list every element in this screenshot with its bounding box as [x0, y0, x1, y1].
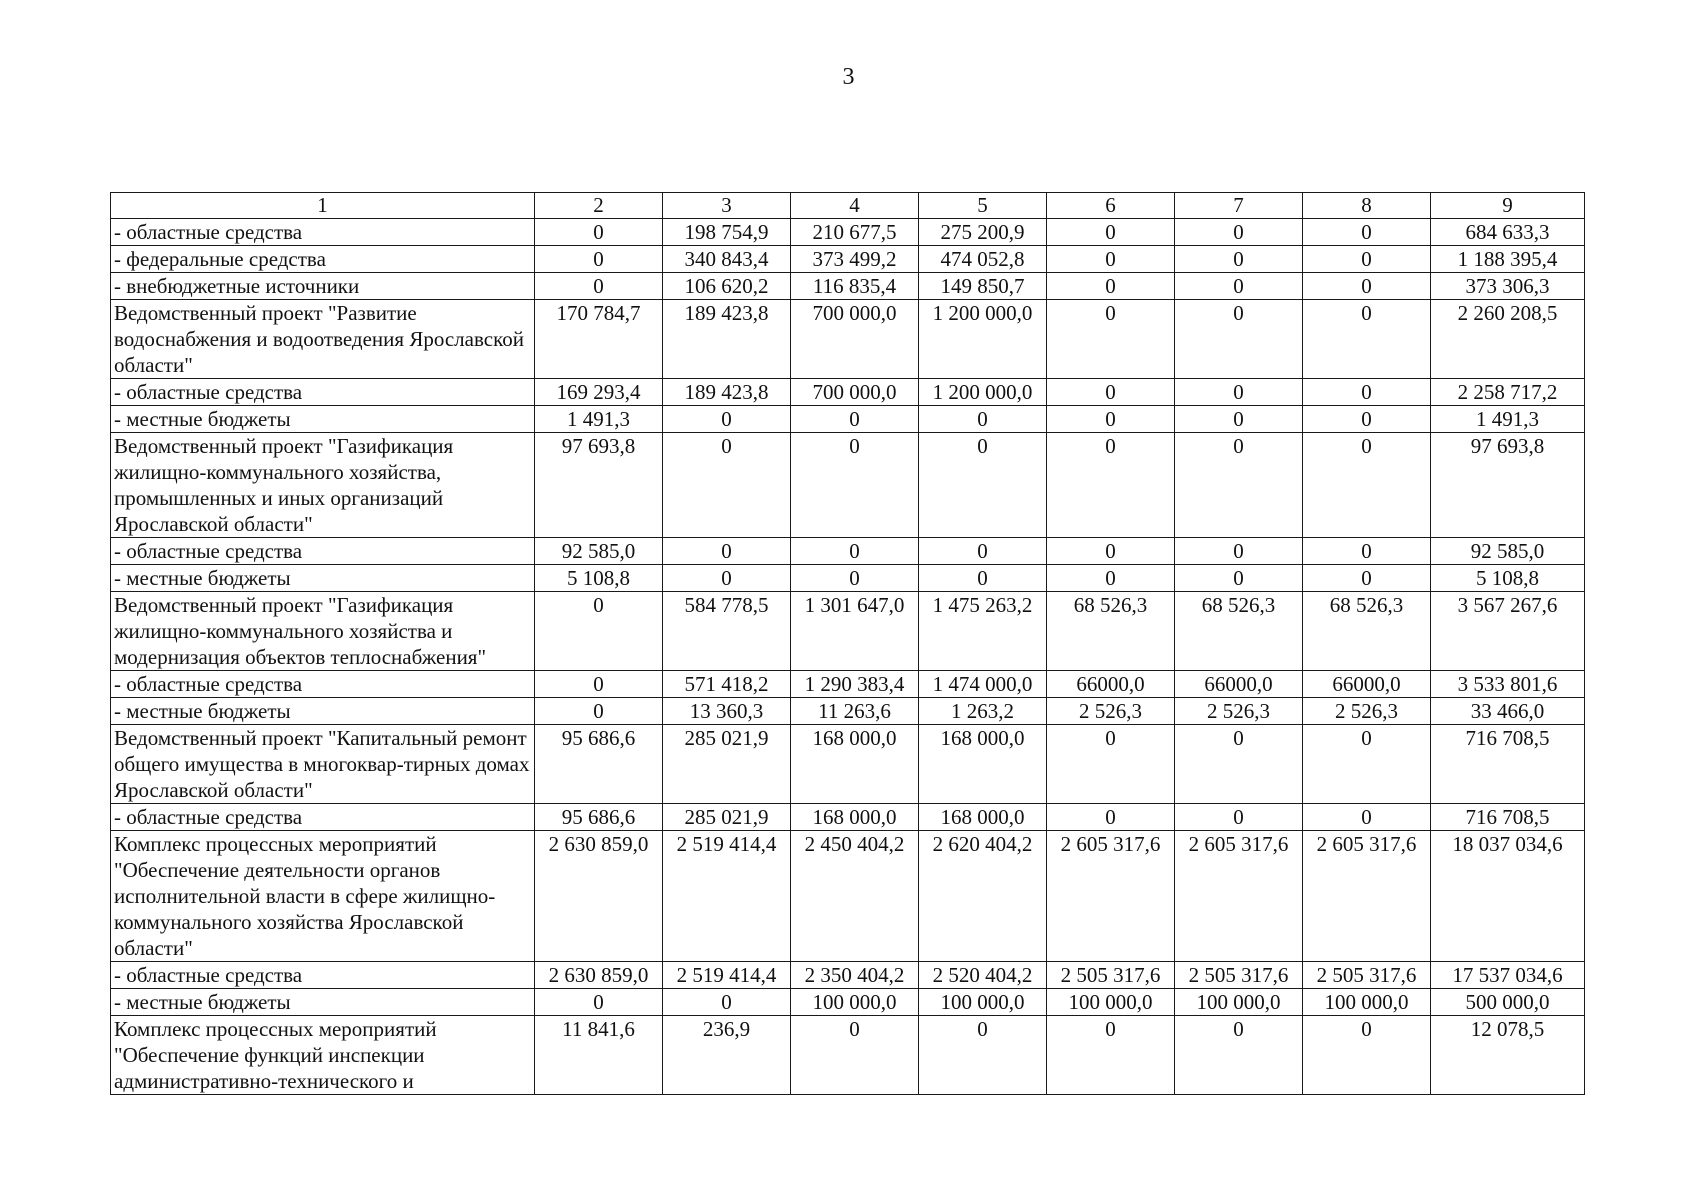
- row-label-cell: - местные бюджеты: [111, 989, 535, 1016]
- value-cell-col-9: 2 260 208,5: [1431, 300, 1585, 379]
- value-cell-col-2: 2 630 859,0: [535, 831, 663, 962]
- column-header-6: 6: [1047, 193, 1175, 219]
- table-body: [111, 219, 1585, 1095]
- value-cell-col-2: 2 630 859,0: [535, 962, 663, 989]
- row-label-cell: - областные средства: [111, 538, 535, 565]
- value-cell-col-7: 66000,0: [1175, 671, 1303, 698]
- row-label-cell: - областные средства: [111, 962, 535, 989]
- value-cell-col-7: 0: [1175, 273, 1303, 300]
- value-cell-col-7: 0: [1175, 246, 1303, 273]
- value-cell-col-5: 1 263,2: [919, 698, 1047, 725]
- value-cell-col-7: 0: [1175, 433, 1303, 538]
- value-cell-col-9: 3 533 801,6: [1431, 671, 1585, 698]
- value-cell-col-6: 0: [1047, 379, 1175, 406]
- column-header-3: 3: [663, 193, 791, 219]
- value-cell-col-9: 684 633,3: [1431, 219, 1585, 246]
- value-cell-col-9: 18 037 034,6: [1431, 831, 1585, 962]
- value-cell-col-9: 97 693,8: [1431, 433, 1585, 538]
- funding-source-row: [111, 538, 1585, 565]
- value-cell-col-2: 11 841,6: [535, 1016, 663, 1095]
- value-cell-col-4: 2 450 404,2: [791, 831, 919, 962]
- value-cell-col-4: 11 263,6: [791, 698, 919, 725]
- funding-source-row: [111, 219, 1585, 246]
- project-row: [111, 725, 1585, 804]
- value-cell-col-3: 2 519 414,4: [663, 831, 791, 962]
- value-cell-col-7: 0: [1175, 300, 1303, 379]
- value-cell-col-7: 2 605 317,6: [1175, 831, 1303, 962]
- value-cell-col-7: 68 526,3: [1175, 592, 1303, 671]
- row-label-cell: Комплекс процессных мероприятий "Обеспечение функций инспекции административно-технического и: [111, 1016, 535, 1095]
- value-cell-col-7: 0: [1175, 379, 1303, 406]
- column-header-8: 8: [1303, 193, 1431, 219]
- value-cell-col-6: 0: [1047, 246, 1175, 273]
- value-cell-col-5: 1 200 000,0: [919, 300, 1047, 379]
- value-cell-col-6: 2 605 317,6: [1047, 831, 1175, 962]
- value-cell-col-3: 0: [663, 565, 791, 592]
- value-cell-col-8: 0: [1303, 273, 1431, 300]
- funding-source-row: [111, 565, 1585, 592]
- value-cell-col-4: 210 677,5: [791, 219, 919, 246]
- value-cell-col-6: 100 000,0: [1047, 989, 1175, 1016]
- value-cell-col-3: 189 423,8: [663, 300, 791, 379]
- value-cell-col-5: 1 200 000,0: [919, 379, 1047, 406]
- value-cell-col-3: 0: [663, 989, 791, 1016]
- budget-table: [110, 192, 1585, 1095]
- value-cell-col-4: 373 499,2: [791, 246, 919, 273]
- value-cell-col-6: 0: [1047, 725, 1175, 804]
- column-header-4: 4: [791, 193, 919, 219]
- value-cell-col-3: 106 620,2: [663, 273, 791, 300]
- value-cell-col-9: 716 708,5: [1431, 804, 1585, 831]
- row-label-cell: - федеральные средства: [111, 246, 535, 273]
- value-cell-col-5: 0: [919, 406, 1047, 433]
- value-cell-col-9: 17 537 034,6: [1431, 962, 1585, 989]
- value-cell-col-3: 0: [663, 538, 791, 565]
- value-cell-col-2: 169 293,4: [535, 379, 663, 406]
- value-cell-col-3: 0: [663, 406, 791, 433]
- value-cell-col-6: 2 526,3: [1047, 698, 1175, 725]
- value-cell-col-9: 12 078,5: [1431, 1016, 1585, 1095]
- value-cell-col-2: 0: [535, 219, 663, 246]
- funding-source-row: [111, 989, 1585, 1016]
- value-cell-col-8: 100 000,0: [1303, 989, 1431, 1016]
- value-cell-col-6: 0: [1047, 300, 1175, 379]
- funding-source-row: [111, 962, 1585, 989]
- value-cell-col-6: 0: [1047, 804, 1175, 831]
- value-cell-col-5: 168 000,0: [919, 725, 1047, 804]
- value-cell-col-3: 13 360,3: [663, 698, 791, 725]
- value-cell-col-7: 0: [1175, 406, 1303, 433]
- value-cell-col-5: 1 474 000,0: [919, 671, 1047, 698]
- value-cell-col-2: 170 784,7: [535, 300, 663, 379]
- value-cell-col-7: 0: [1175, 1016, 1303, 1095]
- value-cell-col-2: 0: [535, 698, 663, 725]
- row-label-cell: Ведомственный проект "Капитальный ремонт общего имущества в многоквар-тирных домах Ярославской области": [111, 725, 535, 804]
- value-cell-col-8: 0: [1303, 725, 1431, 804]
- value-cell-col-6: 0: [1047, 219, 1175, 246]
- value-cell-col-2: 95 686,6: [535, 804, 663, 831]
- value-cell-col-3: 584 778,5: [663, 592, 791, 671]
- row-label-cell: - местные бюджеты: [111, 565, 535, 592]
- value-cell-col-4: 0: [791, 406, 919, 433]
- value-cell-col-4: 0: [791, 433, 919, 538]
- value-cell-col-9: 1 188 395,4: [1431, 246, 1585, 273]
- value-cell-col-7: 0: [1175, 565, 1303, 592]
- value-cell-col-5: 0: [919, 433, 1047, 538]
- funding-source-row: [111, 246, 1585, 273]
- value-cell-col-9: 2 258 717,2: [1431, 379, 1585, 406]
- project-row: [111, 300, 1585, 379]
- value-cell-col-4: 0: [791, 1016, 919, 1095]
- row-label-cell: - местные бюджеты: [111, 698, 535, 725]
- value-cell-col-9: 500 000,0: [1431, 989, 1585, 1016]
- value-cell-col-5: 2 620 404,2: [919, 831, 1047, 962]
- value-cell-col-8: 2 505 317,6: [1303, 962, 1431, 989]
- column-header-1: 1: [111, 193, 535, 219]
- project-row: [111, 433, 1585, 538]
- value-cell-col-2: 0: [535, 671, 663, 698]
- funding-source-row: [111, 406, 1585, 433]
- funding-source-row: [111, 379, 1585, 406]
- value-cell-col-3: 285 021,9: [663, 804, 791, 831]
- value-cell-col-3: 571 418,2: [663, 671, 791, 698]
- value-cell-col-6: 0: [1047, 406, 1175, 433]
- row-label-cell: - областные средства: [111, 804, 535, 831]
- value-cell-col-3: 0: [663, 433, 791, 538]
- value-cell-col-5: 2 520 404,2: [919, 962, 1047, 989]
- value-cell-col-3: 2 519 414,4: [663, 962, 791, 989]
- value-cell-col-2: 0: [535, 273, 663, 300]
- value-cell-col-2: 1 491,3: [535, 406, 663, 433]
- budget-table-container: [110, 192, 1584, 1095]
- value-cell-col-6: 0: [1047, 538, 1175, 565]
- value-cell-col-9: 716 708,5: [1431, 725, 1585, 804]
- value-cell-col-4: 1 290 383,4: [791, 671, 919, 698]
- value-cell-col-5: 100 000,0: [919, 989, 1047, 1016]
- header-row: [111, 193, 1585, 219]
- value-cell-col-5: 0: [919, 1016, 1047, 1095]
- value-cell-col-2: 0: [535, 989, 663, 1016]
- funding-source-row: [111, 671, 1585, 698]
- value-cell-col-4: 700 000,0: [791, 300, 919, 379]
- value-cell-col-7: 0: [1175, 219, 1303, 246]
- value-cell-col-8: 0: [1303, 538, 1431, 565]
- value-cell-col-7: 0: [1175, 538, 1303, 565]
- value-cell-col-4: 168 000,0: [791, 804, 919, 831]
- value-cell-col-5: 275 200,9: [919, 219, 1047, 246]
- row-label-cell: Ведомственный проект "Газификация жилищно-коммунального хозяйства, промышленных и иных организаций Ярославской области": [111, 433, 535, 538]
- value-cell-col-7: 2 526,3: [1175, 698, 1303, 725]
- value-cell-col-7: 2 505 317,6: [1175, 962, 1303, 989]
- value-cell-col-8: 0: [1303, 1016, 1431, 1095]
- value-cell-col-9: 5 108,8: [1431, 565, 1585, 592]
- value-cell-col-2: 5 108,8: [535, 565, 663, 592]
- value-cell-col-8: 2 605 317,6: [1303, 831, 1431, 962]
- project-row: [111, 831, 1585, 962]
- value-cell-col-6: 0: [1047, 1016, 1175, 1095]
- value-cell-col-6: 68 526,3: [1047, 592, 1175, 671]
- value-cell-col-9: 3 567 267,6: [1431, 592, 1585, 671]
- row-label-cell: Ведомственный проект "Газификация жилищно-коммунального хозяйства и модернизация объектов теплоснабжения": [111, 592, 535, 671]
- value-cell-col-8: 0: [1303, 433, 1431, 538]
- value-cell-col-5: 0: [919, 538, 1047, 565]
- column-header-5: 5: [919, 193, 1047, 219]
- value-cell-col-6: 0: [1047, 565, 1175, 592]
- value-cell-col-5: 149 850,7: [919, 273, 1047, 300]
- value-cell-col-2: 95 686,6: [535, 725, 663, 804]
- row-label-cell: - местные бюджеты: [111, 406, 535, 433]
- value-cell-col-4: 100 000,0: [791, 989, 919, 1016]
- value-cell-col-6: 0: [1047, 433, 1175, 538]
- value-cell-col-4: 0: [791, 565, 919, 592]
- value-cell-col-2: 97 693,8: [535, 433, 663, 538]
- page-number: 3: [842, 64, 855, 90]
- row-label-cell: Ведомственный проект "Развитие водоснабжения и водоотведения Ярославской области": [111, 300, 535, 379]
- value-cell-col-9: 1 491,3: [1431, 406, 1585, 433]
- value-cell-col-8: 0: [1303, 804, 1431, 831]
- value-cell-col-9: 33 466,0: [1431, 698, 1585, 725]
- value-cell-col-4: 168 000,0: [791, 725, 919, 804]
- funding-source-row: [111, 804, 1585, 831]
- value-cell-col-8: 0: [1303, 300, 1431, 379]
- value-cell-col-9: 373 306,3: [1431, 273, 1585, 300]
- value-cell-col-5: 1 475 263,2: [919, 592, 1047, 671]
- value-cell-col-7: 100 000,0: [1175, 989, 1303, 1016]
- project-row: [111, 592, 1585, 671]
- value-cell-col-8: 0: [1303, 379, 1431, 406]
- row-label-cell: - областные средства: [111, 379, 535, 406]
- value-cell-col-6: 2 505 317,6: [1047, 962, 1175, 989]
- value-cell-col-4: 0: [791, 538, 919, 565]
- funding-source-row: [111, 273, 1585, 300]
- row-label-cell: - областные средства: [111, 671, 535, 698]
- value-cell-col-4: 1 301 647,0: [791, 592, 919, 671]
- value-cell-col-3: 189 423,8: [663, 379, 791, 406]
- value-cell-col-8: 0: [1303, 246, 1431, 273]
- column-header-2: 2: [535, 193, 663, 219]
- funding-source-row: [111, 698, 1585, 725]
- value-cell-col-3: 340 843,4: [663, 246, 791, 273]
- value-cell-col-8: 0: [1303, 219, 1431, 246]
- column-header-7: 7: [1175, 193, 1303, 219]
- value-cell-col-3: 236,9: [663, 1016, 791, 1095]
- value-cell-col-6: 0: [1047, 273, 1175, 300]
- column-header-9: 9: [1431, 193, 1585, 219]
- value-cell-col-3: 198 754,9: [663, 219, 791, 246]
- row-label-cell: - областные средства: [111, 219, 535, 246]
- value-cell-col-8: 68 526,3: [1303, 592, 1431, 671]
- value-cell-col-5: 474 052,8: [919, 246, 1047, 273]
- value-cell-col-5: 168 000,0: [919, 804, 1047, 831]
- value-cell-col-3: 285 021,9: [663, 725, 791, 804]
- value-cell-col-8: 0: [1303, 406, 1431, 433]
- value-cell-col-8: 2 526,3: [1303, 698, 1431, 725]
- value-cell-col-6: 66000,0: [1047, 671, 1175, 698]
- value-cell-col-4: 2 350 404,2: [791, 962, 919, 989]
- value-cell-col-7: 0: [1175, 804, 1303, 831]
- value-cell-col-2: 92 585,0: [535, 538, 663, 565]
- value-cell-col-2: 0: [535, 246, 663, 273]
- value-cell-col-9: 92 585,0: [1431, 538, 1585, 565]
- row-label-cell: Комплекс процессных мероприятий "Обеспечение деятельности органов исполнительной власти в сфере жилищно-коммунального хозяйства Ярославской области": [111, 831, 535, 962]
- value-cell-col-4: 700 000,0: [791, 379, 919, 406]
- value-cell-col-8: 0: [1303, 565, 1431, 592]
- value-cell-col-7: 0: [1175, 725, 1303, 804]
- value-cell-col-2: 0: [535, 592, 663, 671]
- value-cell-col-5: 0: [919, 565, 1047, 592]
- value-cell-col-4: 116 835,4: [791, 273, 919, 300]
- row-label-cell: - внебюджетные источники: [111, 273, 535, 300]
- project-row: [111, 1016, 1585, 1095]
- value-cell-col-8: 66000,0: [1303, 671, 1431, 698]
